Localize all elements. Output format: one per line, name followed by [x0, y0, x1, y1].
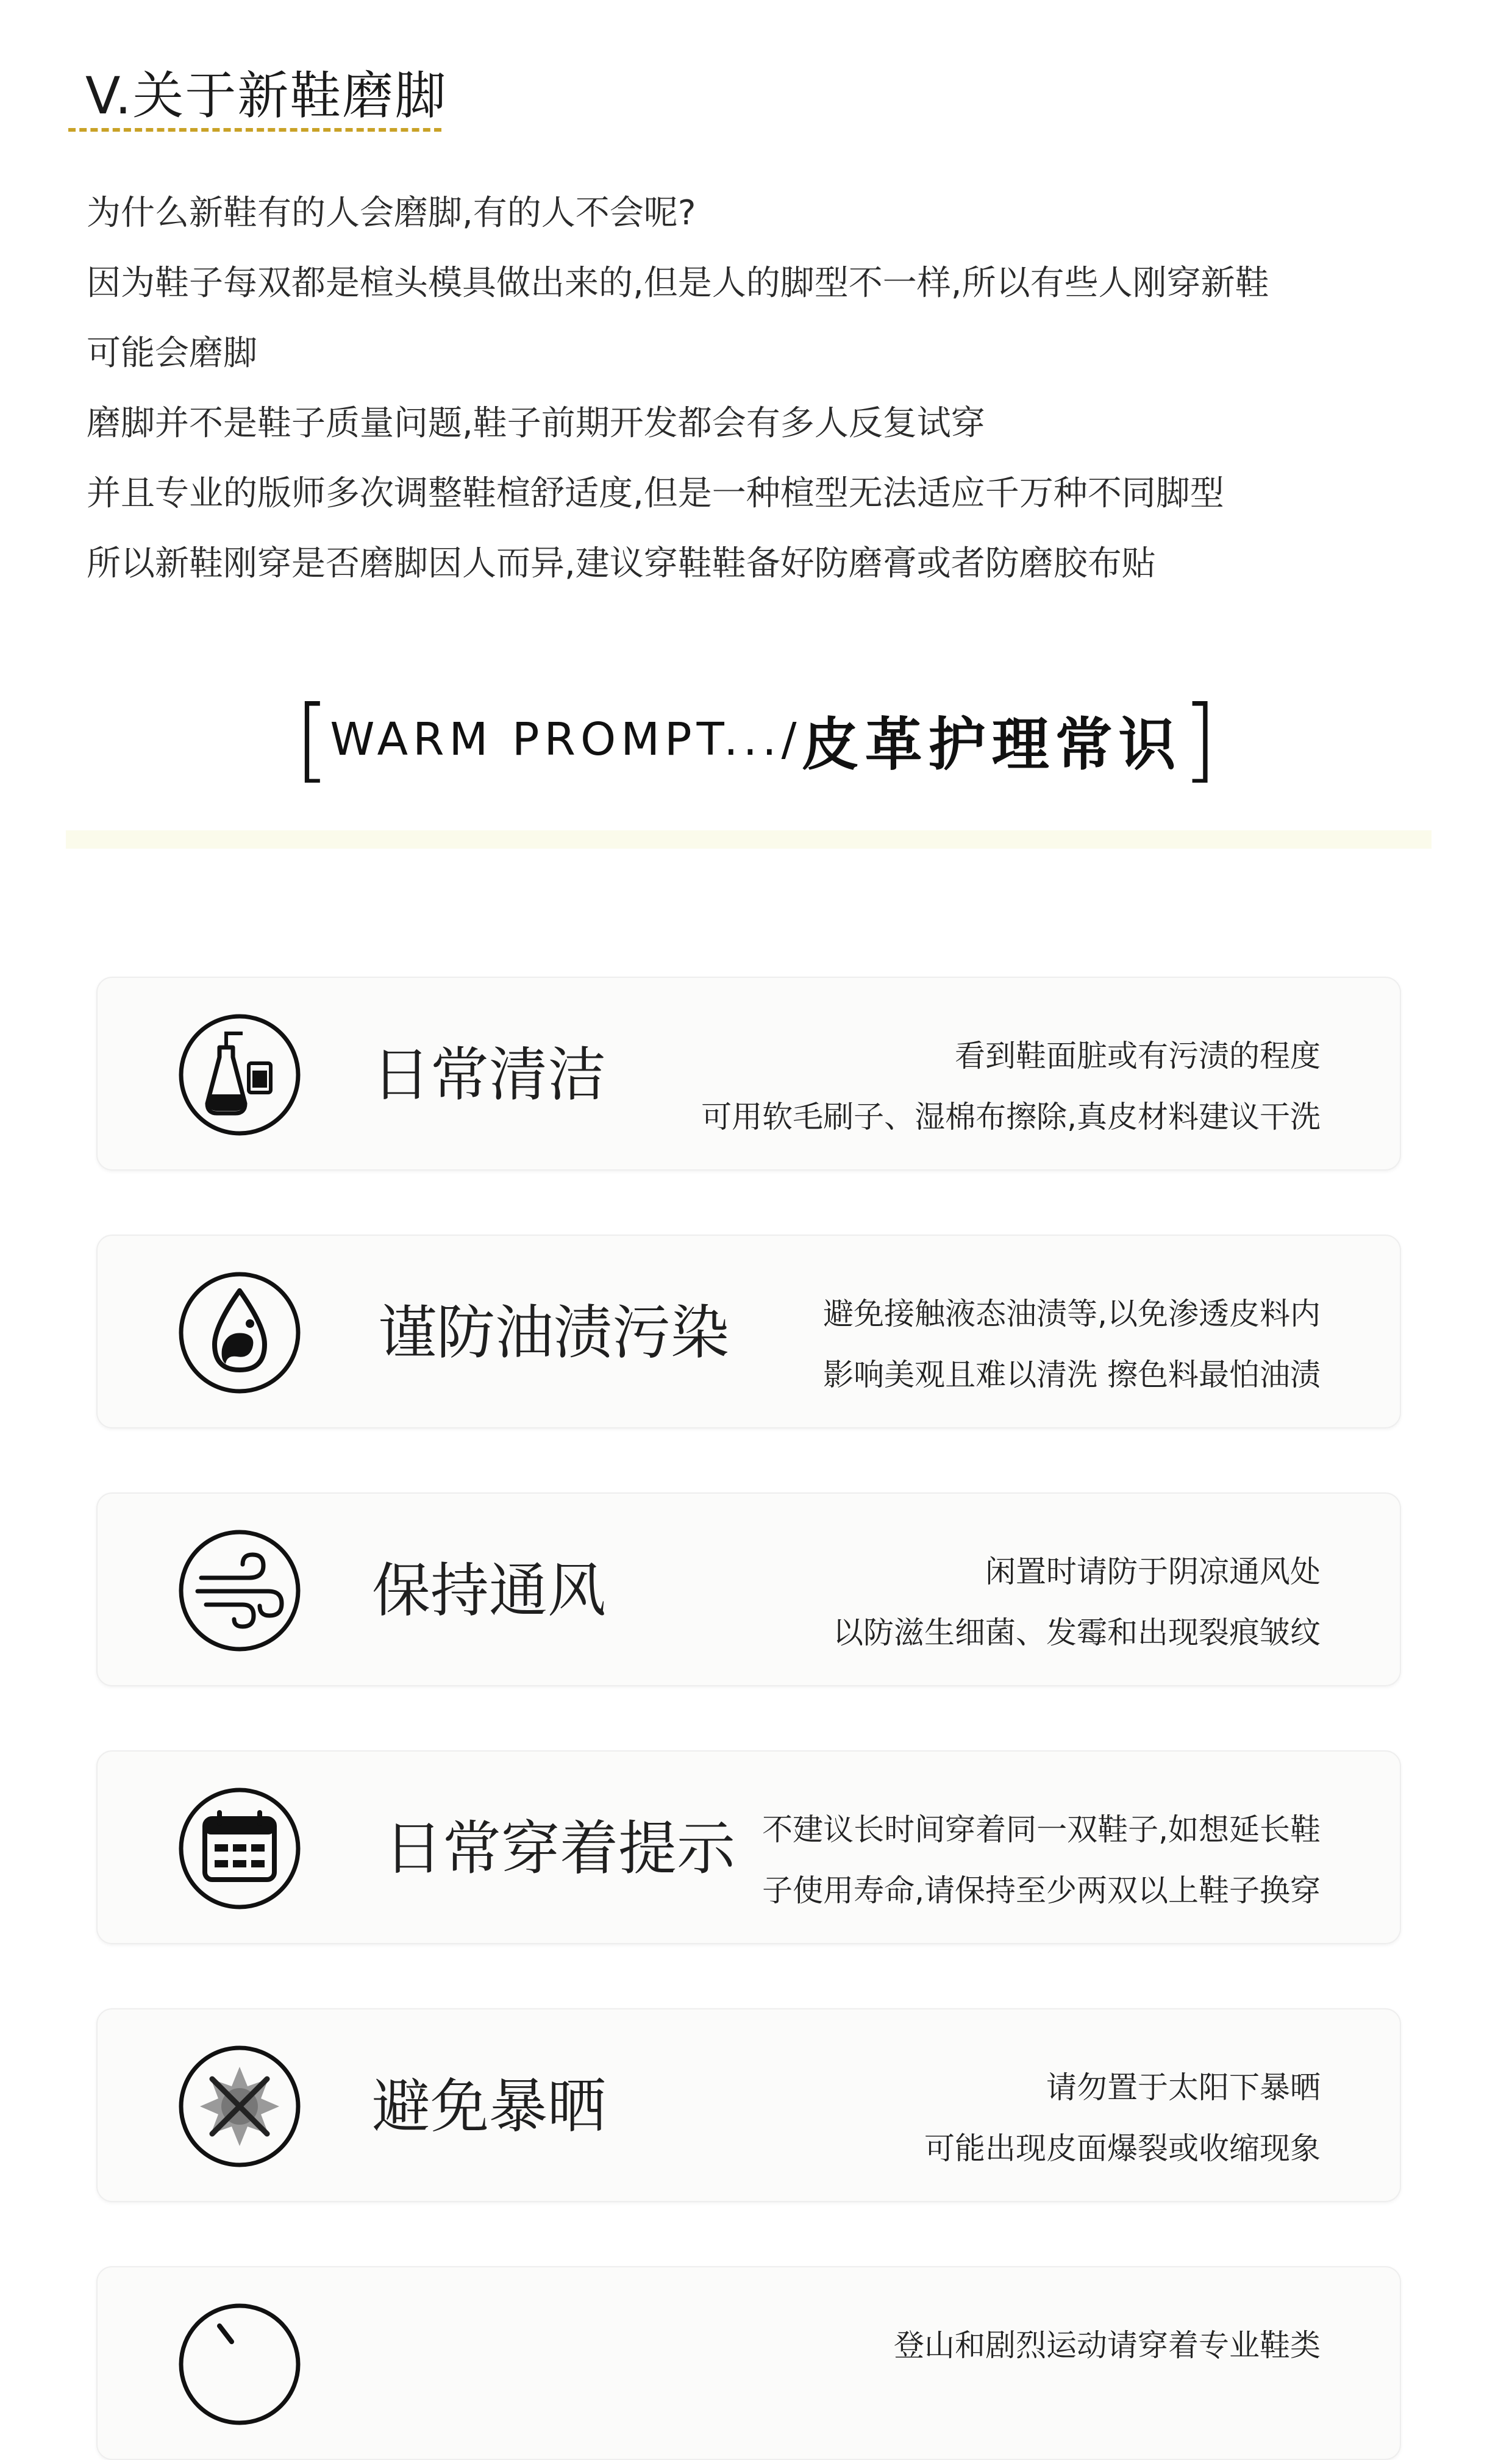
card-description	[894, 2315, 1321, 2376]
title-dashed-underline	[68, 128, 441, 132]
paragraph-line: 可能会磨脚	[87, 333, 257, 373]
mountain-shoe-icon	[177, 2301, 302, 2427]
paragraph-line: 并且专业的版师多次调整鞋楦舒适度,但是一种楦型无法适应千万种不同脚型	[87, 474, 1224, 513]
no-sun-icon	[177, 2044, 302, 2169]
paragraph-line: 因为鞋子每双都是楦头模具做出来的,但是人的脚型不一样,所以有些人刚穿新鞋	[87, 263, 1269, 303]
wind-icon	[177, 1528, 302, 1653]
paragraph-line: 为什么新鞋有的人会磨脚,有的人不会呢?	[87, 193, 696, 233]
calendar-icon	[177, 1786, 302, 1911]
care-card-sport-shoes	[96, 2266, 1401, 2460]
card-title: 日常穿着提示	[384, 1814, 735, 1883]
card-desc-line: 闲置时请防于阴凉通风处	[985, 1554, 1321, 1589]
paragraph-line: 磨脚并不是鞋子质量问题,鞋子前期开发都会有多人反复试穿	[87, 404, 985, 443]
card-description	[701, 1025, 1321, 1147]
card-desc-line: 可能出现皮面爆裂或收缩现象	[924, 2131, 1321, 2166]
right-bracket: ]	[1182, 686, 1218, 793]
card-title: 保持通风	[372, 1556, 606, 1625]
intro-paragraph	[87, 178, 1428, 599]
card-desc-line: 子使用寿命,请保持至少两双以上鞋子换穿	[762, 1873, 1321, 1908]
card-desc-line: 请勿置于太阳下暴晒	[1046, 2070, 1321, 2105]
care-card-ventilation	[96, 1492, 1401, 1686]
prompt-chinese: 皮革护理常识	[801, 711, 1182, 779]
card-title: 日常清洁	[372, 1041, 606, 1109]
card-description	[762, 1799, 1321, 1921]
care-card-oil	[96, 1235, 1401, 1428]
card-desc-line: 不建议长时间穿着同一双鞋子,如想延长鞋	[762, 1812, 1321, 1847]
prompt-english: WARM PROMPT.../	[330, 713, 802, 766]
cleaning-bottle-icon	[177, 1012, 302, 1138]
care-card-cleaning	[96, 977, 1401, 1171]
oil-drop-icon	[177, 1270, 302, 1396]
card-desc-line: 可用软毛刷子、湿棉布擦除,真皮材料建议干洗	[701, 1099, 1321, 1135]
card-desc-line: 避免接触液态油渍等,以免渗透皮料内	[823, 1296, 1321, 1332]
card-desc-line: 以防滋生细菌、发霉和出现裂痕皱纹	[833, 1615, 1321, 1650]
card-title: 谨防油渍污染	[378, 1299, 729, 1367]
card-desc-line: 影响美观且难以清洗 擦色料最怕油渍	[823, 1357, 1321, 1392]
warm-prompt-heading	[0, 686, 1512, 793]
card-description	[833, 1541, 1321, 1663]
card-description	[924, 2057, 1321, 2179]
card-desc-line: 登山和剧烈运动请穿着专业鞋类	[894, 2328, 1321, 2363]
card-description	[823, 1283, 1321, 1405]
card-title: 避免暴晒	[372, 2072, 606, 2141]
care-card-avoid-sun	[96, 2008, 1401, 2202]
care-card-wearing-tips	[96, 1750, 1401, 1944]
left-bracket: [	[294, 686, 330, 793]
cream-divider-bar	[66, 830, 1432, 849]
card-desc-line: 看到鞋面脏或有污渍的程度	[955, 1038, 1321, 1074]
section-title: V.关于新鞋磨脚	[85, 66, 448, 126]
paragraph-line: 所以新鞋刚穿是否磨脚因人而异,建议穿鞋鞋备好防磨膏或者防磨胶布贴	[87, 544, 1156, 583]
